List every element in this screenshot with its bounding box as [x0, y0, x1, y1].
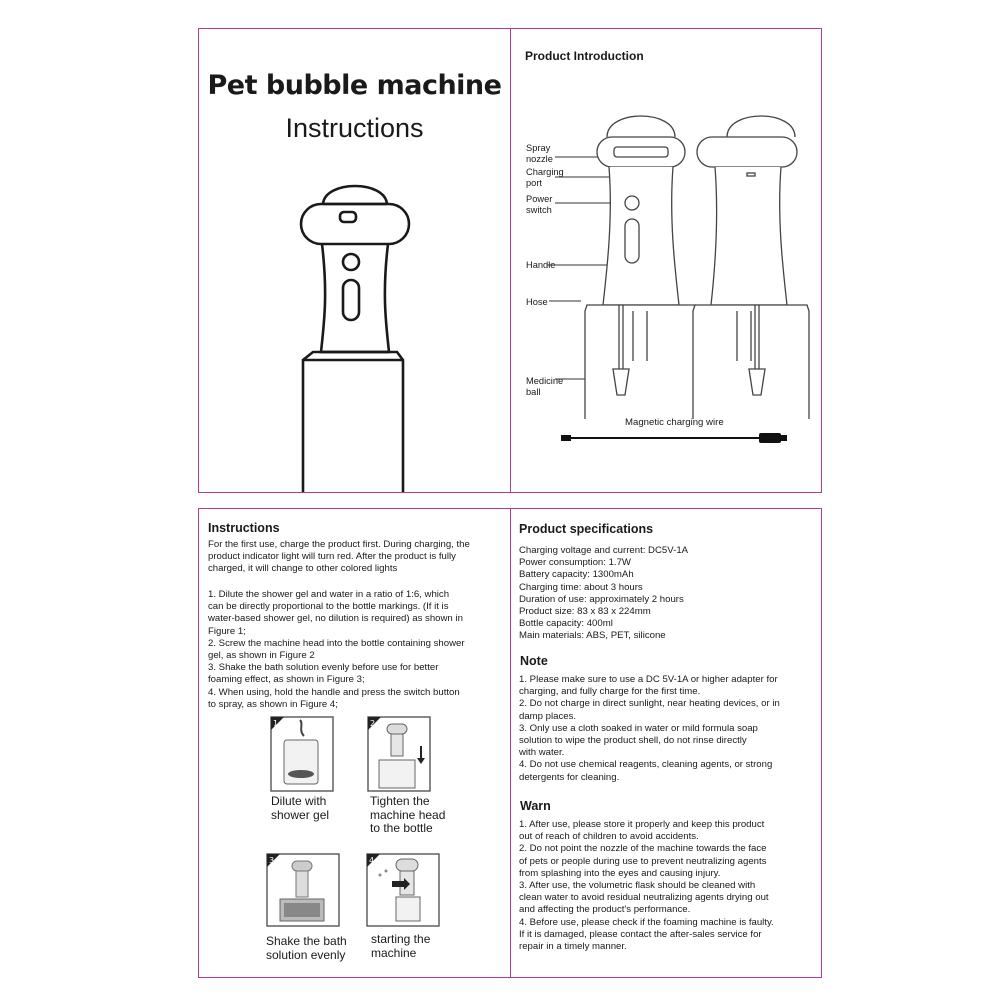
- specs-lines: Charging voltage and current: DC5V-1A Power consumption: 1.7W Battery capacity: 1300mAh Charging time: about 3 hours Duration of use: approximately 2 hours Product size: 83 x 83 x 224mm Bottle capacity: 400ml Main materials: ABS, PET, silicone: [519, 545, 689, 642]
- instructions-heading: Instructions: [208, 521, 280, 535]
- figure-1-illustration: [270, 716, 334, 792]
- label-spray-nozzle: Spray nozzle: [526, 143, 553, 164]
- bubble-machine-illustration: [295, 174, 415, 493]
- figure-4-caption: starting the machine: [371, 932, 431, 960]
- svg-text:3: 3: [269, 856, 275, 865]
- warn-text: 1. After use, please store it properly and keep this product out of reach of children to avoid accidents. 2. Do not point the nozzle of the machine towards the face of pets or people during use to prevent neutralizing agents from splashing into the eyes and causing injury. 3. After use, the volumetric flask should be cleaned with clean water to avoid residual neutralizing agents drying out and affecting the product's performance. 4. Before use, please check if the foaming machine is faulty. If it is damaged, please contact the after-sales service for repair in a timely manner.: [519, 819, 774, 953]
- label-power-switch: Power switch: [526, 194, 553, 215]
- figure-1-caption: Dilute with shower gel: [271, 794, 330, 822]
- label-handle: Handle: [526, 260, 556, 270]
- note-heading: Note: [520, 654, 548, 668]
- cover-panel: [198, 28, 511, 493]
- warn-heading: Warn: [520, 799, 551, 813]
- specs-heading: Product specifications: [519, 522, 654, 536]
- cover-title: Pet bubble machine: [207, 70, 502, 101]
- label-medicine-ball: Medicine ball: [526, 376, 564, 397]
- product-diagram: [511, 99, 822, 419]
- introduction-panel: [510, 28, 822, 493]
- cover-subtitle: Instructions: [285, 113, 424, 143]
- label-charging-port: Charging port: [526, 167, 564, 188]
- instructions-intro: For the first use, charge the product first. During charging, the product indicator light will turn red. After the product is fully charged, it will change to other colored lights: [208, 539, 470, 575]
- instructions-steps: 1. Dilute the shower gel and water in a ratio of 1:6, which can be directly proportional to the bottle markings. (If it is water-based shower gel, no dilution is required) as shown in Figure 1; 2. Screw the machine head into the bottle containing shower gel, as shown in Figure 2 3. Shake the bath solution evenly before use for better foaming effect, as shown in Figure 3; 4. When using, hold the handle and press the switch button to spray, as shown in Figure 4;: [208, 589, 465, 710]
- figure-3-caption: Shake the bath solution evenly: [266, 934, 347, 962]
- figure-3-illustration: [266, 853, 340, 927]
- figure-4-illustration: [366, 853, 440, 927]
- instructions-panel: [198, 508, 511, 978]
- label-hose: Hose: [526, 297, 548, 307]
- svg-text:4: 4: [369, 856, 375, 865]
- svg-text:2: 2: [370, 719, 376, 728]
- figure-2-caption: Tighten the machine head to the bottle: [370, 794, 446, 835]
- wire-label: Magnetic charging wire: [625, 417, 724, 428]
- figure-2-illustration: [367, 716, 431, 792]
- charging-wire-icon: [559, 429, 791, 449]
- intro-heading: Product Introduction: [525, 49, 644, 63]
- svg-text:1: 1: [273, 719, 279, 728]
- specifications-panel: [510, 508, 822, 978]
- note-text: 1. Please make sure to use a DC 5V-1A or higher adapter for charging, and fully charge for the first time. 2. Do not charge in direct sunlight, near heating devices, or in damp places. 3. Only use a cloth soaked in water or mild formula soap solution to wipe the product shell, do not rinse directly with water. 4. Do not use chemical reagents, cleaning agents, or strong detergents for cleaning.: [519, 674, 780, 783]
